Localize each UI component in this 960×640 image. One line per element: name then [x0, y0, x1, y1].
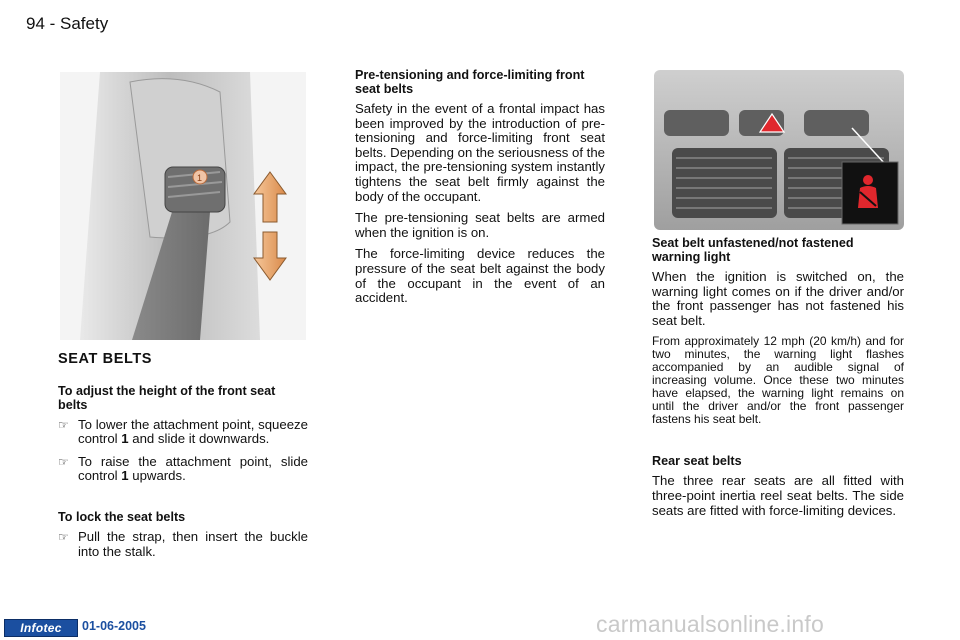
footer-date: 01-06-2005	[82, 619, 146, 633]
watermark-site: carmanualsonline.info	[596, 611, 824, 637]
warning-light-paragraph: When the ignition is switched on, the warning light comes on if the driver and/or the front passenger has not fastened his seat belt.	[652, 269, 904, 328]
pretensioning-paragraph: Safety in the event of a frontal impact has been improved by the introduction of pre-tensioning and force-limiting front seat belts. Depending on the seriousness of the impact, the pre-tensioning system instantly tightens the seat belt firmly against the body of the occupant.	[355, 101, 605, 204]
list-item: ☞ To lower the attachment point, squeeze control 1 and slide it downwards.	[58, 416, 308, 447]
rear-belts-paragraph: The three rear seats are all fitted with three-point inertia reel seat belts. The side seats are fitted with force-limiting devices.	[652, 473, 904, 518]
lock-heading: To lock the seat belts	[58, 509, 186, 524]
adjust-heading: To adjust the height of the front seat belts	[58, 383, 276, 412]
page-title: 94 - Safety	[26, 14, 109, 33]
infotec-logo: Infotec	[4, 619, 78, 637]
list-item: ☞ Pull the strap, then insert the buckle into the stalk.	[58, 528, 308, 559]
seat-belt-adjuster-illustration	[60, 72, 306, 340]
callout-1: 1	[197, 173, 203, 183]
dashboard-warning-light-illustration	[654, 70, 904, 230]
pointing-hand-icon: ☞	[58, 454, 69, 469]
force-limiting-paragraph: The force-limiting device reduces the pressure of the seat belt against the body of the occupant in the event of an accident.	[355, 246, 605, 306]
rear-belts-heading: Rear seat belts	[652, 454, 742, 469]
list-item: ☞ To raise the attachment point, slide control 1 upwards.	[58, 453, 308, 484]
pretensioning-heading: Pre-tensioning and force-limiting front seat belts	[355, 68, 585, 96]
warning-light-heading: Seat belt unfastened/not fastened warning light	[652, 236, 854, 264]
pointing-hand-icon: ☞	[58, 529, 69, 544]
pointing-hand-icon: ☞	[58, 417, 69, 432]
armed-paragraph: The pre-tensioning seat belts are armed when the ignition is on.	[355, 210, 605, 240]
section-title: SEAT BELTS	[58, 351, 153, 367]
warning-light-flash-paragraph: From approximately 12 mph (20 km/h) and for two minutes, the warning light flashes accompanied by an audible signal of increasing volume. Once these two minutes have elapsed, the warning light remains on until the driver and/or the front passenger fastens his seat belt.	[652, 334, 904, 427]
